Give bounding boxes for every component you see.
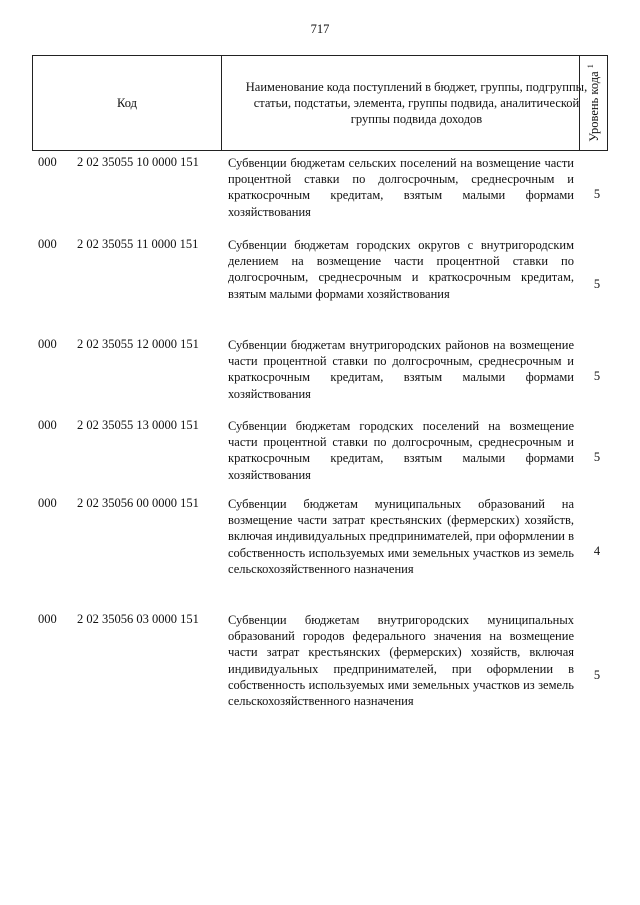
admin-code: 000 <box>38 237 57 251</box>
page-number: 717 <box>310 22 330 36</box>
admin-code: 000 <box>38 337 57 351</box>
code-level: 5 <box>593 668 601 682</box>
header-code: Код <box>117 95 137 110</box>
revenue-name: Субвенции бюджетам внутригородских муниципальных образований городов федерального значения на возмещение части затрат крестьянских (фермерских) хозяйств, включая индивидуальных предпринимателей, при оформлении в собственность используемых ими земельных участков из земель сельскохозяйственного назначения <box>228 613 574 709</box>
header-level-label: Уровень кода $^1$ <box>585 64 601 142</box>
admin-code: 000 <box>38 418 57 432</box>
revenue-code: 2 02 35055 12 0000 151 <box>77 337 199 351</box>
code-level: 5 <box>593 187 601 201</box>
code-level: 5 <box>593 369 601 383</box>
revenue-name: Субвенции бюджетам муниципальных образований на возмещение части затрат крестьянских (фермерских) хозяйств, включая индивидуальных предпринимателей, при оформлении в собственность используемых ими земельных участков из земель сельскохозяйственного назначения <box>228 497 574 576</box>
header-name: Наименование кода поступлений в бюджет, группы, подгруппы, статьи, подстатьи, элемента, группы подвида, аналитической группы подвида доходов <box>221 56 611 150</box>
admin-code: 000 <box>38 155 57 169</box>
revenue-code: 2 02 35056 03 0000 151 <box>77 612 199 626</box>
revenue-code: 2 02 35055 11 0000 151 <box>77 237 199 251</box>
revenue-name: Субвенции бюджетам городских округов с внутригородским делением на возмещение части процентной ставки по долгосрочным, среднесрочным и краткосрочным кредитам, взятым малыми формами хозяйствования <box>228 238 574 301</box>
admin-code: 000 <box>38 612 57 626</box>
header-level <box>579 56 607 150</box>
revenue-name: Субвенции бюджетам городских поселений на возмещение части процентной ставки по долгосрочным, среднесрочным и краткосрочным кредитам, взятым малыми формами хозяйствования <box>228 419 574 482</box>
revenue-code: 2 02 35055 10 0000 151 <box>77 155 199 169</box>
revenue-name: Субвенции бюджетам внутригородских районов на возмещение части процентной ставки по долгосрочным, среднесрочным и краткосрочным кредитам, взятым малыми формами хозяйствования <box>228 338 574 401</box>
revenue-name: Субвенции бюджетам сельских поселений на возмещение части процентной ставки по долгосрочным, среднесрочным и краткосрочным кредитам, взятым малыми формами хозяйствования <box>228 156 574 219</box>
revenue-code: 2 02 35055 13 0000 151 <box>77 418 199 432</box>
table-header <box>32 55 608 151</box>
code-level: 4 <box>593 544 601 558</box>
revenue-code: 2 02 35056 00 0000 151 <box>77 496 199 510</box>
code-level: 5 <box>593 450 601 464</box>
code-level: 5 <box>593 277 601 291</box>
admin-code: 000 <box>38 496 57 510</box>
